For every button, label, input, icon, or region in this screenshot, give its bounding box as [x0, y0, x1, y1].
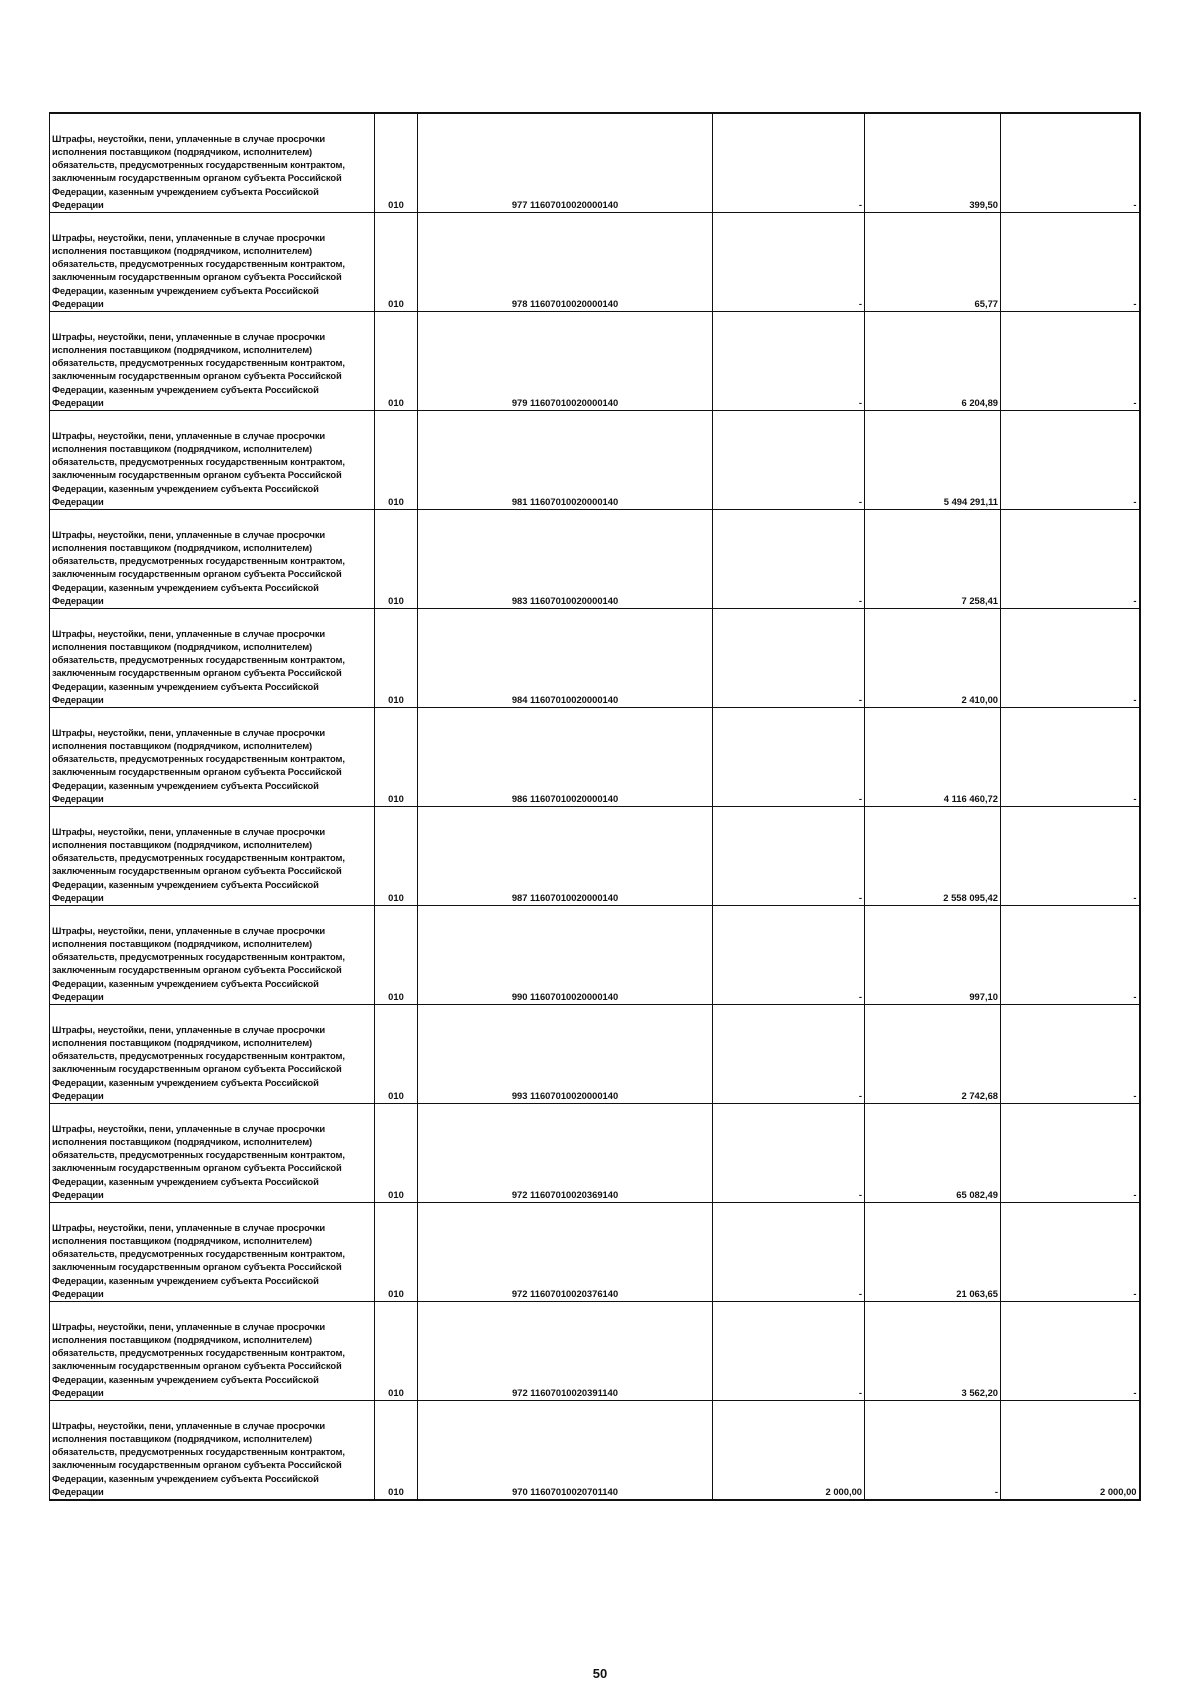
unexecuted-amount-cell: -: [1001, 1203, 1140, 1302]
approved-amount-cell: -: [713, 1203, 865, 1302]
revenue-table: [49, 112, 1141, 1501]
table-row: [50, 411, 1140, 510]
budget-code-cell: 972 11607010020369140: [418, 1104, 713, 1203]
budget-code-cell: 993 11607010020000140: [418, 1005, 713, 1104]
unexecuted-amount-cell: -: [1001, 1302, 1140, 1401]
income-name-cell: Штрафы, неустойки, пени, уплаченные в случае просрочки исполнения поставщиком (подрядчиком, исполнителем) обязательств, предусмотренных государственным контрактом, заключенным государственным органом субъекта Российской Федерации, казенным учреждением субъекта Российской Федерации: [50, 708, 375, 807]
income-name-cell: Штрафы, неустойки, пени, уплаченные в случае просрочки исполнения поставщиком (подрядчиком, исполнителем) обязательств, предусмотренных государственным контрактом, заключенным государственным органом субъекта Российской Федерации, казенным учреждением субъекта Российской Федерации: [50, 609, 375, 708]
table-row: [50, 1203, 1140, 1302]
table-row: [50, 213, 1140, 312]
executed-amount-cell: 21 063,65: [865, 1203, 1001, 1302]
approved-amount-cell: -: [713, 213, 865, 312]
unexecuted-amount-cell: -: [1001, 609, 1140, 708]
line-code-cell: 010: [375, 807, 418, 906]
report-sheet: [49, 112, 1139, 1501]
table-body: [50, 113, 1140, 1500]
unexecuted-amount-cell: -: [1001, 1104, 1140, 1203]
table-row: [50, 609, 1140, 708]
budget-code-cell: 990 11607010020000140: [418, 906, 713, 1005]
unexecuted-amount-cell: -: [1001, 1005, 1140, 1104]
table-row: [50, 1302, 1140, 1401]
budget-code-cell: 984 11607010020000140: [418, 609, 713, 708]
line-code-cell: 010: [375, 1104, 418, 1203]
executed-amount-cell: 65 082,49: [865, 1104, 1001, 1203]
executed-amount-cell: 6 204,89: [865, 312, 1001, 411]
budget-code-cell: 987 11607010020000140: [418, 807, 713, 906]
income-name-cell: Штрафы, неустойки, пени, уплаченные в случае просрочки исполнения поставщиком (подрядчиком, исполнителем) обязательств, предусмотренных государственным контрактом, заключенным государственным органом субъекта Российской Федерации, казенным учреждением субъекта Российской Федерации: [50, 312, 375, 411]
line-code-cell: 010: [375, 213, 418, 312]
line-code-cell: 010: [375, 906, 418, 1005]
executed-amount-cell: 2 742,68: [865, 1005, 1001, 1104]
budget-code-cell: 983 11607010020000140: [418, 510, 713, 609]
table-row: [50, 708, 1140, 807]
line-code-cell: 010: [375, 609, 418, 708]
table-row: [50, 510, 1140, 609]
table-row: [50, 312, 1140, 411]
executed-amount-cell: 4 116 460,72: [865, 708, 1001, 807]
unexecuted-amount-cell: -: [1001, 411, 1140, 510]
unexecuted-amount-cell: -: [1001, 213, 1140, 312]
executed-amount-cell: 399,50: [865, 113, 1001, 213]
budget-code-cell: 972 11607010020376140: [418, 1203, 713, 1302]
budget-code-cell: 986 11607010020000140: [418, 708, 713, 807]
approved-amount-cell: -: [713, 1005, 865, 1104]
line-code-cell: 010: [375, 1203, 418, 1302]
executed-amount-cell: 997,10: [865, 906, 1001, 1005]
line-code-cell: 010: [375, 1401, 418, 1501]
budget-code-cell: 979 11607010020000140: [418, 312, 713, 411]
line-code-cell: 010: [375, 510, 418, 609]
table-row: [50, 113, 1140, 213]
income-name-cell: Штрафы, неустойки, пени, уплаченные в случае просрочки исполнения поставщиком (подрядчиком, исполнителем) обязательств, предусмотренных государственным контрактом, заключенным государственным органом субъекта Российской Федерации, казенным учреждением субъекта Российской Федерации: [50, 1302, 375, 1401]
income-name-cell: Штрафы, неустойки, пени, уплаченные в случае просрочки исполнения поставщиком (подрядчиком, исполнителем) обязательств, предусмотренных государственным контрактом, заключенным государственным органом субъекта Российской Федерации, казенным учреждением субъекта Российской Федерации: [50, 510, 375, 609]
income-name-cell: Штрафы, неустойки, пени, уплаченные в случае просрочки исполнения поставщиком (подрядчиком, исполнителем) обязательств, предусмотренных государственным контрактом, заключенным государственным органом субъекта Российской Федерации, казенным учреждением субъекта Российской Федерации: [50, 113, 375, 213]
unexecuted-amount-cell: 2 000,00: [1001, 1401, 1140, 1501]
unexecuted-amount-cell: -: [1001, 807, 1140, 906]
income-name-cell: Штрафы, неустойки, пени, уплаченные в случае просрочки исполнения поставщиком (подрядчиком, исполнителем) обязательств, предусмотренных государственным контрактом, заключенным государственным органом субъекта Российской Федерации, казенным учреждением субъекта Российской Федерации: [50, 1005, 375, 1104]
table-row: [50, 906, 1140, 1005]
approved-amount-cell: -: [713, 906, 865, 1005]
income-name-cell: Штрафы, неустойки, пени, уплаченные в случае просрочки исполнения поставщиком (подрядчиком, исполнителем) обязательств, предусмотренных государственным контрактом, заключенным государственным органом субъекта Российской Федерации, казенным учреждением субъекта Российской Федерации: [50, 1401, 375, 1501]
income-name-cell: Штрафы, неустойки, пени, уплаченные в случае просрочки исполнения поставщиком (подрядчиком, исполнителем) обязательств, предусмотренных государственным контрактом, заключенным государственным органом субъекта Российской Федерации, казенным учреждением субъекта Российской Федерации: [50, 213, 375, 312]
table-row: [50, 1104, 1140, 1203]
budget-code-cell: 970 11607010020701140: [418, 1401, 713, 1501]
table-row: [50, 1005, 1140, 1104]
approved-amount-cell: -: [713, 510, 865, 609]
executed-amount-cell: -: [865, 1401, 1001, 1501]
approved-amount-cell: -: [713, 807, 865, 906]
income-name-cell: Штрафы, неустойки, пени, уплаченные в случае просрочки исполнения поставщиком (подрядчиком, исполнителем) обязательств, предусмотренных государственным контрактом, заключенным государственным органом субъекта Российской Федерации, казенным учреждением субъекта Российской Федерации: [50, 411, 375, 510]
line-code-cell: 010: [375, 1005, 418, 1104]
budget-code-cell: 977 11607010020000140: [418, 113, 713, 213]
line-code-cell: 010: [375, 312, 418, 411]
approved-amount-cell: 2 000,00: [713, 1401, 865, 1501]
approved-amount-cell: -: [713, 411, 865, 510]
approved-amount-cell: -: [713, 312, 865, 411]
executed-amount-cell: 2 410,00: [865, 609, 1001, 708]
budget-code-cell: 972 11607010020391140: [418, 1302, 713, 1401]
executed-amount-cell: 2 558 095,42: [865, 807, 1001, 906]
unexecuted-amount-cell: -: [1001, 113, 1140, 213]
approved-amount-cell: -: [713, 1302, 865, 1401]
executed-amount-cell: 3 562,20: [865, 1302, 1001, 1401]
unexecuted-amount-cell: -: [1001, 312, 1140, 411]
line-code-cell: 010: [375, 1302, 418, 1401]
executed-amount-cell: 65,77: [865, 213, 1001, 312]
approved-amount-cell: -: [713, 609, 865, 708]
approved-amount-cell: -: [713, 113, 865, 213]
table-row: [50, 807, 1140, 906]
approved-amount-cell: -: [713, 1104, 865, 1203]
income-name-cell: Штрафы, неустойки, пени, уплаченные в случае просрочки исполнения поставщиком (подрядчиком, исполнителем) обязательств, предусмотренных государственным контрактом, заключенным государственным органом субъекта Российской Федерации, казенным учреждением субъекта Российской Федерации: [50, 807, 375, 906]
executed-amount-cell: 7 258,41: [865, 510, 1001, 609]
table-row: [50, 1401, 1140, 1501]
budget-code-cell: 981 11607010020000140: [418, 411, 713, 510]
line-code-cell: 010: [375, 113, 418, 213]
unexecuted-amount-cell: -: [1001, 906, 1140, 1005]
approved-amount-cell: -: [713, 708, 865, 807]
income-name-cell: Штрафы, неустойки, пени, уплаченные в случае просрочки исполнения поставщиком (подрядчиком, исполнителем) обязательств, предусмотренных государственным контрактом, заключенным государственным органом субъекта Российской Федерации, казенным учреждением субъекта Российской Федерации: [50, 1104, 375, 1203]
budget-code-cell: 978 11607010020000140: [418, 213, 713, 312]
line-code-cell: 010: [375, 708, 418, 807]
unexecuted-amount-cell: -: [1001, 510, 1140, 609]
page-number: 50: [592, 1666, 608, 1681]
line-code-cell: 010: [375, 411, 418, 510]
unexecuted-amount-cell: -: [1001, 708, 1140, 807]
executed-amount-cell: 5 494 291,11: [865, 411, 1001, 510]
income-name-cell: Штрафы, неустойки, пени, уплаченные в случае просрочки исполнения поставщиком (подрядчиком, исполнителем) обязательств, предусмотренных государственным контрактом, заключенным государственным органом субъекта Российской Федерации, казенным учреждением субъекта Российской Федерации: [50, 906, 375, 1005]
income-name-cell: Штрафы, неустойки, пени, уплаченные в случае просрочки исполнения поставщиком (подрядчиком, исполнителем) обязательств, предусмотренных государственным контрактом, заключенным государственным органом субъекта Российской Федерации, казенным учреждением субъекта Российской Федерации: [50, 1203, 375, 1302]
